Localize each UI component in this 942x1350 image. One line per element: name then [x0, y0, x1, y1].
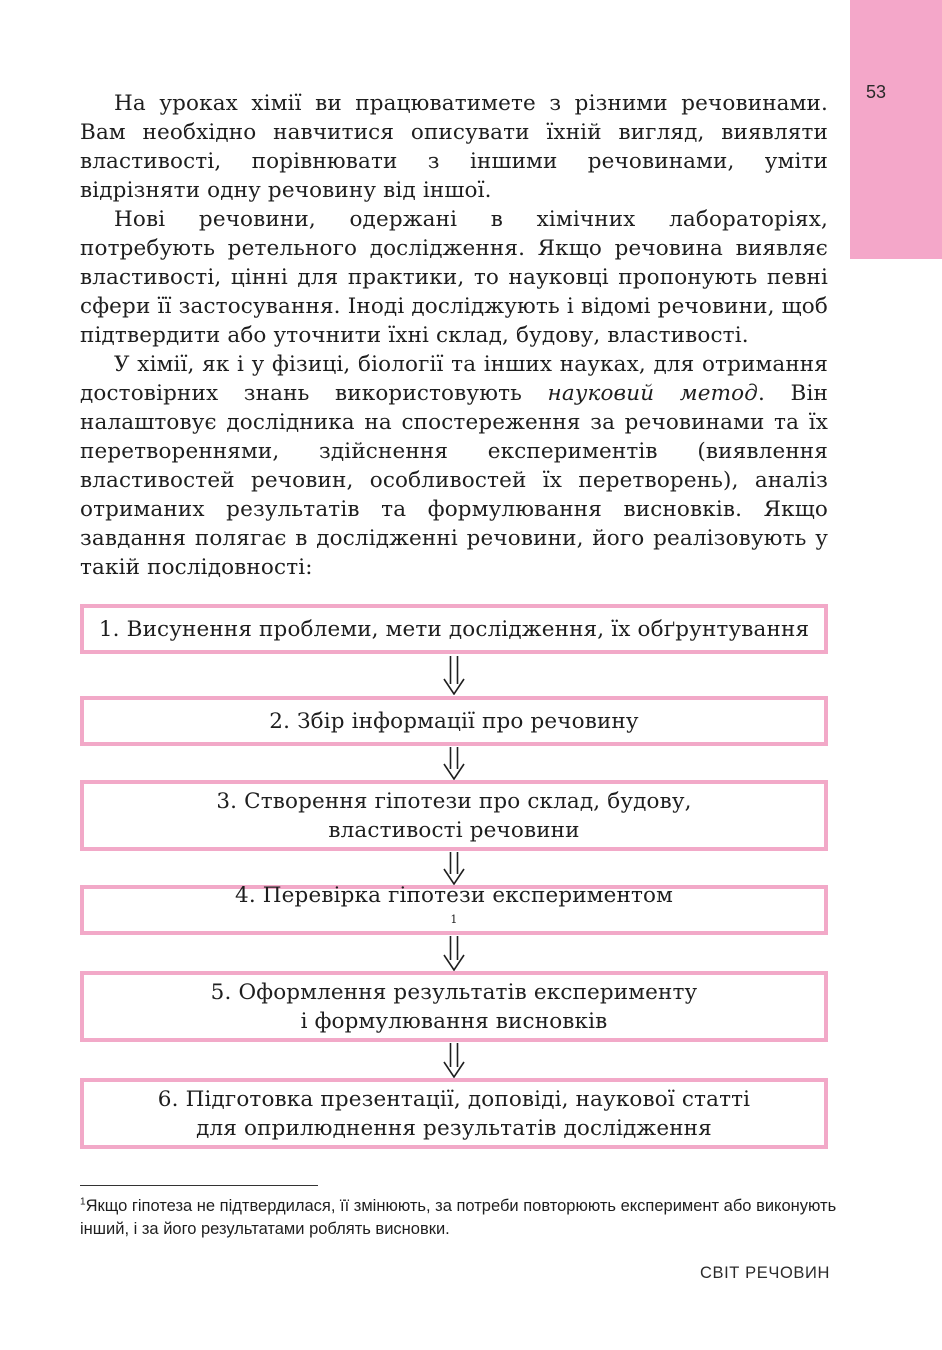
step-box-5 [80, 971, 828, 1042]
research-steps-flowchart [80, 604, 828, 1149]
step-2-text: 2. Збір інформації про речовину [269, 708, 639, 734]
step-4-text [235, 881, 673, 939]
step-6-line-2: для оприлюднення результатів дослідження [196, 1115, 712, 1141]
step-box-3 [80, 780, 828, 851]
step-1-text: 1. Висунення проблеми, мети дослідження, їх обґрунтування [98, 616, 810, 642]
step-3-line-1: 3. Створення гіпотези про склад, будову, [216, 788, 692, 814]
paragraph-3-end: . Він налаштовує дослідника на спостереження за речовинами та їх перетвореннями, здійснення експериментів (виявлення властивостей речовин, особливостей їх перетворень), аналіз отриманих результатів та формулювання висновків. Якщо завдання полягає в дослідженні речовини, його реалізовують у такій послідовності: [80, 381, 829, 580]
footnote-text: Якщо гіпотеза не підтвердилася, її змінюють, за потреби повторюють експеримент або виконують інший, і за його результатами роблять висновки. [80, 1197, 837, 1238]
footnote-divider [80, 1185, 318, 1186]
paragraph-3-start: У хімії, як і у фізиці, біології та інших науках, для отримання достовірних знань використовують [80, 352, 828, 406]
step-box-4 [80, 885, 828, 935]
step-box-2 [80, 696, 828, 746]
step-box-6 [80, 1078, 828, 1149]
page-tab-marker [850, 0, 942, 259]
paragraph-1: На уроках хімії ви працюватимете з різними речовинами. Вам необхідно навчитися описувати їхній вигляд, виявляти властивості, порівнювати з іншими речовинами, уміти відрізняти одну речовину від іншої. [80, 91, 828, 203]
running-title: СВІТ РЕЧОВИН [700, 1264, 830, 1282]
paragraph-2: Нові речовини, одержані в хімічних лабораторіях, потребують ретельного дослідження. Якщо речовина виявляє властивості, цінні для практики, то науковці пропонують певні сфери її застосування. Іноді досліджують і відомі речовини, щоб підтвердити або уточнити їхні склад, будову, властивості. [80, 207, 828, 348]
body-text [80, 89, 828, 582]
footnote-ref: 1 [450, 912, 458, 926]
scientific-method-term: науковий метод [547, 381, 759, 406]
step-5-line-2: і формулювання висновків [300, 1008, 608, 1034]
step-6-line-1: 6. Підготовка презентації, доповіді, наукової статті [157, 1086, 751, 1112]
footnote [80, 1195, 840, 1241]
down-arrow-icon [80, 746, 828, 780]
page-number: 53 [866, 82, 887, 102]
step-3-line-2: властивості речовини [328, 817, 580, 843]
step-box-1 [80, 604, 828, 654]
step-5-line-1: 5. Оформлення результатів експерименту [210, 979, 698, 1005]
down-arrow-icon [80, 935, 828, 971]
paragraph-3 [80, 350, 828, 582]
footnote-marker: 1 [80, 1196, 86, 1208]
down-arrow-icon [80, 1042, 828, 1078]
down-arrow-icon [80, 654, 828, 696]
step-4-label: 4. Перевірка гіпотези експериментом [234, 883, 673, 908]
down-arrow-icon [80, 851, 828, 885]
